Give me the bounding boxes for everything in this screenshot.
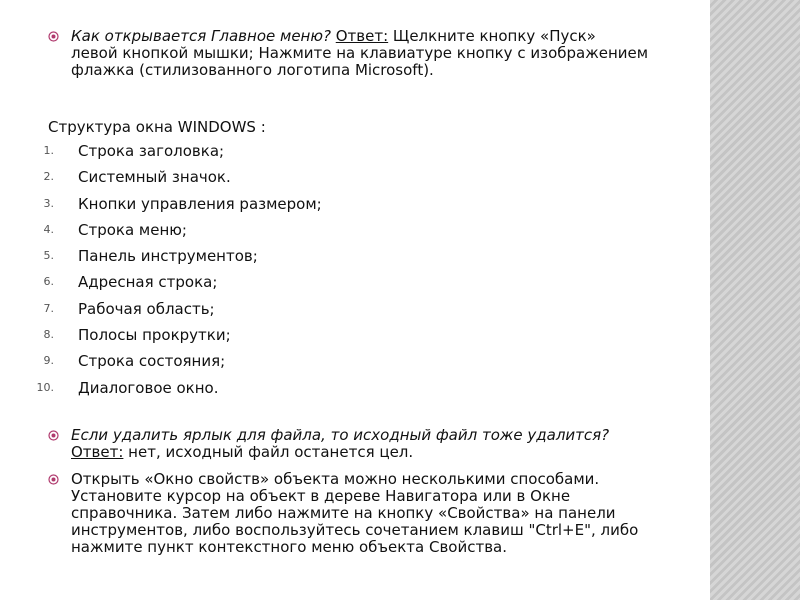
- bullet-icon: [48, 474, 59, 485]
- list-item: [20, 352, 620, 378]
- properties-text-line3: справочника. Затем либо нажмите на кнопку «Свойства» на панели: [71, 504, 616, 522]
- list-item: [20, 379, 620, 405]
- list-number: 10.: [36, 380, 54, 394]
- list-label: Кнопки управления размером;: [78, 194, 322, 213]
- bullet-main-menu: [48, 28, 668, 79]
- question-delete-shortcut: Если удалить ярлык для файла, то исходный файл тоже удалится?: [71, 426, 610, 444]
- list-item: [20, 326, 620, 352]
- list-item: [20, 168, 620, 194]
- answer-label: Ответ:: [71, 443, 124, 461]
- structure-list: [20, 142, 620, 405]
- list-label: Панель инструментов;: [78, 247, 258, 266]
- list-label: Строка меню;: [78, 220, 187, 239]
- list-number: 3.: [43, 196, 54, 210]
- list-number: 7.: [43, 301, 54, 315]
- properties-text-line2: Установите курсор на объект в дереве Навигатора или в Окне: [71, 487, 571, 505]
- list-number: 1.: [43, 144, 54, 157]
- answer-text-line2: левой кнопкой мышки; Нажмите на клавиатуре кнопку с изображением: [71, 44, 649, 62]
- bullet-icon: [48, 430, 59, 441]
- list-item: [20, 247, 620, 273]
- list-number: 6.: [43, 275, 54, 289]
- list-label: Строка заголовка;: [78, 142, 225, 160]
- list-label: Адресная строка;: [78, 273, 218, 292]
- bullet-icon: [48, 31, 59, 42]
- list-number: 8.: [43, 328, 54, 342]
- list-label: Системный значок.: [78, 168, 231, 187]
- list-item: [20, 142, 620, 168]
- decorative-stripe: [710, 0, 800, 600]
- list-label: Строка состояния;: [78, 352, 226, 371]
- answer-text-line3: флажка (стилизованного логотипа Microsoft).: [71, 61, 434, 79]
- list-label: Диалоговое окно.: [78, 378, 219, 397]
- properties-text-line5: нажмите пункт контекстного меню объекта Свойства.: [71, 538, 508, 556]
- list-item: [20, 195, 620, 221]
- list-number: 2.: [43, 170, 54, 184]
- bullet-properties-window: [48, 471, 668, 556]
- list-label: Полосы прокрутки;: [78, 326, 231, 345]
- structure-title: Структура окна WINDOWS :: [48, 118, 266, 136]
- properties-text-line1: Открыть «Окно свойств» объекта можно несколькими способами.: [71, 470, 600, 488]
- question-main-menu: Как открывается Главное меню?: [71, 27, 331, 45]
- list-item: [20, 221, 620, 247]
- list-item: [20, 300, 620, 326]
- list-number: 9.: [43, 354, 54, 368]
- properties-text-line4: инструментов, либо воспользуйтесь сочетанием клавиш "Ctrl+E", либо: [71, 521, 639, 539]
- list-number: 4.: [43, 222, 54, 236]
- list-item: [20, 273, 620, 299]
- answer-text: Щелкните кнопку «Пуск»: [388, 27, 596, 45]
- bullet-delete-shortcut: [48, 427, 668, 461]
- list-label: Рабочая область;: [78, 299, 215, 318]
- answer-text: нет, исходный файл останется цел.: [123, 443, 414, 461]
- answer-label: Ответ:: [335, 27, 389, 45]
- list-number: 5.: [43, 249, 54, 263]
